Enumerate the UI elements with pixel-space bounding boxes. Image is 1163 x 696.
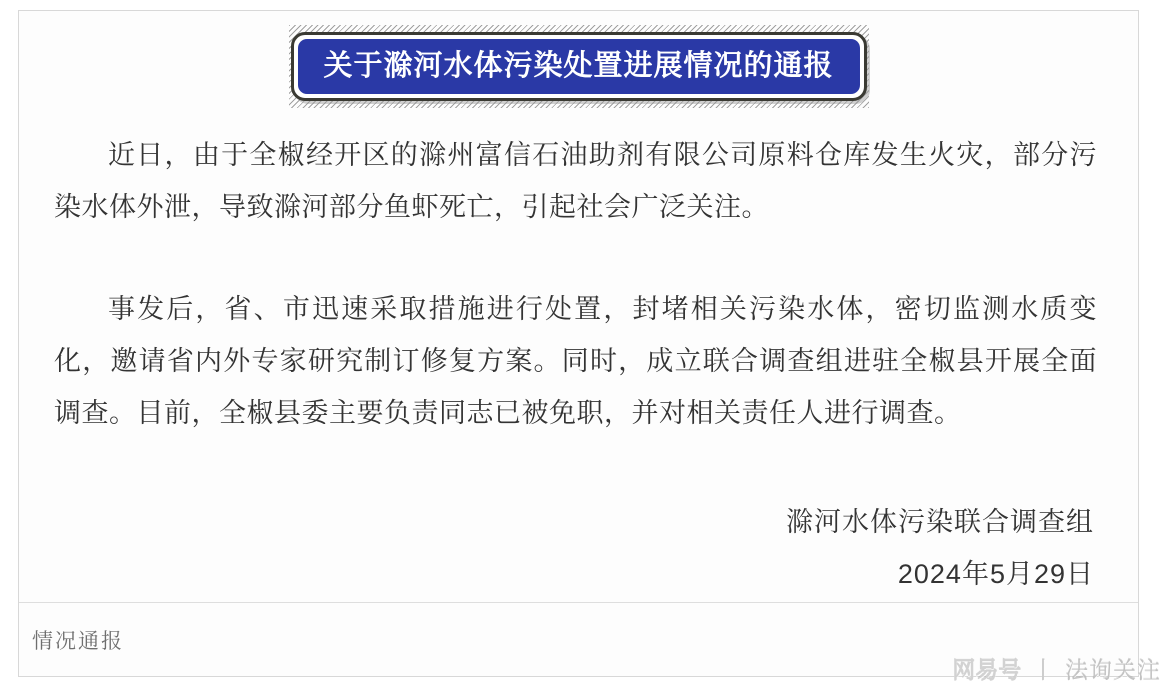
notice-card <box>18 10 1139 677</box>
notice-date: 2024年5月29日 <box>897 559 1094 589</box>
notice-paragraph-2: 事发后，省、市迅速采取措施进行处置，封堵相关污染水体，密切监测水质变化，邀请省内外专家研究制订修复方案。同时，成立联合调查组进驻全椒县开展全面调查。目前，全椒县委主要负责同志已被免职，并对相关责任人进行调查。 <box>54 294 1097 428</box>
netease-watermark <box>952 657 1161 683</box>
watermark-brand: 网易号 <box>952 657 1022 683</box>
watermark-account: 法询关注 <box>1065 657 1161 683</box>
notice-title: 关于滁河水体污染处置进展情况的通报 <box>297 39 859 94</box>
banner-frame <box>290 32 866 101</box>
notice-signature: 滁河水体污染联合调查组 <box>786 507 1094 537</box>
notice-title-banner <box>288 25 868 108</box>
notice-paragraph-1: 近日，由于全椒经开区的滁州富信石油助剂有限公司原料仓库发生火灾，部分污染水体外泄，导致滁河部分鱼虾死亡，引起社会广泛关注。 <box>54 140 1097 222</box>
image-caption: 情况通报 <box>32 628 124 653</box>
watermark-separator: 丨 <box>1031 657 1055 683</box>
